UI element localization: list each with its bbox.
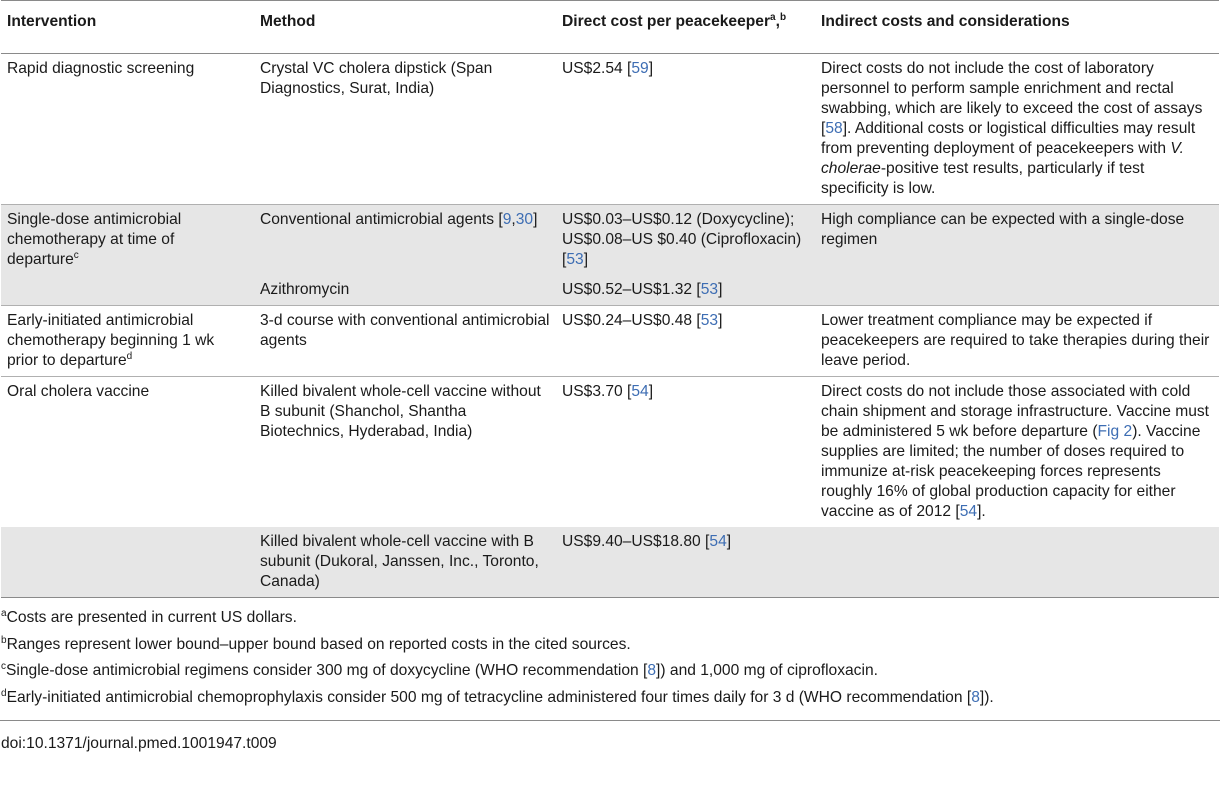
reference-link[interactable]: 59 xyxy=(631,60,649,77)
table-row xyxy=(1,377,1219,528)
reference-link[interactable]: 54 xyxy=(959,503,978,520)
table-body xyxy=(1,54,1219,598)
cell-method xyxy=(254,205,556,276)
header-intervention: Intervention xyxy=(1,1,254,54)
cell-indirect: Lower treatment compliance may be expected if peacekeepers are required to take therapies during their leave period. xyxy=(815,306,1219,377)
table-row xyxy=(1,527,1219,598)
footnote-marker: b xyxy=(1,634,7,646)
indirect-text: Direct costs do not include the cost of laboratory personnel to perform sample enrichment and rectal swabbing, which are likely to exceed the cost of assays [ xyxy=(821,60,1203,137)
footnote-text: Early-initiated antimicrobial chemoprophylaxis consider 500 mg of tetracycline administered four times daily for 3 d (WHO recommendation [ xyxy=(6,688,972,706)
method-sep: , xyxy=(511,211,516,228)
reference-link[interactable]: 58 xyxy=(825,120,843,137)
header-cost xyxy=(556,1,815,54)
cell-indirect xyxy=(815,54,1219,205)
header-cost-sup-b: b xyxy=(779,11,787,23)
header-cost-sep: , xyxy=(775,13,780,30)
cost-text: US$0.52–US$1.32 [ xyxy=(562,281,701,298)
cell-method: Killed bivalent whole-cell vaccine with B subunit (Dukoral, Janssen, Inc., Toronto, Canada) xyxy=(254,527,556,598)
cost-text: US$9.40–US$18.80 [ xyxy=(562,533,710,550)
cost-end: ] xyxy=(648,60,654,77)
cell-indirect xyxy=(815,527,1219,598)
footnote-text: ]). xyxy=(979,688,994,706)
cell-indirect xyxy=(815,275,1219,306)
cost-end: ] xyxy=(718,312,723,329)
cost-text: US$3.70 [ xyxy=(562,383,632,400)
cell-method: 3-d course with conventional antimicrobial agents xyxy=(254,306,556,377)
cell-intervention xyxy=(1,205,254,276)
cost-end: ] xyxy=(718,281,723,298)
indirect-text: ]. xyxy=(977,503,986,520)
footnote-text: Single-dose antimicrobial regimens consider 300 mg of doxycycline (WHO recommendation [ xyxy=(6,662,648,679)
intervention-text: Early-initiated antimicrobial chemotherapy beginning 1 wk prior to departure xyxy=(7,312,215,369)
reference-link[interactable]: 9 xyxy=(502,211,512,228)
cell-cost xyxy=(556,306,815,377)
footnote-marker: c xyxy=(1,660,6,672)
reference-link[interactable]: 53 xyxy=(566,251,584,268)
header-row xyxy=(1,1,1219,54)
footnote-d xyxy=(1,688,1220,708)
cost-end: ] xyxy=(648,383,654,400)
cell-indirect xyxy=(815,377,1219,528)
method-text: Conventional antimicrobial agents [ xyxy=(260,211,503,228)
cell-indirect: High compliance can be expected with a single-dose regimen xyxy=(815,205,1219,276)
header-cost-label: Direct cost per peacekeeper xyxy=(562,13,771,30)
cost-text: US$0.03–US$0.12 (Doxycycline); US$0.08–US $0.40 (Ciprofloxacin) [ xyxy=(562,211,802,268)
cell-cost xyxy=(556,377,815,528)
reference-link[interactable]: 8 xyxy=(971,688,980,706)
reference-link[interactable]: 53 xyxy=(700,312,719,329)
indirect-text: ). Vaccine supplies are limited; the number of doses required to immunize at-risk peacekeeping forces represents roughly 16% of global production capacity for either vaccine as of 2012 [ xyxy=(821,423,1201,520)
footnote-marker: d xyxy=(126,350,133,362)
indirect-text: Direct costs do not include those associated with cold chain shipment and storage infrastructure. Vaccine must be administered 5 wk before departure ( xyxy=(821,383,1210,440)
indirect-text: -positive test results, particularly if test specificity is low. xyxy=(821,160,1145,197)
footnote-b xyxy=(1,635,1220,655)
cell-cost xyxy=(556,275,815,306)
intervention-text: Single-dose antimicrobial chemotherapy at time of departure xyxy=(7,211,182,268)
footnote-c xyxy=(1,661,1220,681)
header-cost-sup-a: a xyxy=(770,11,776,23)
cell-method: Azithromycin xyxy=(254,275,556,306)
header-indirect: Indirect costs and considerations xyxy=(815,1,1219,54)
footnotes xyxy=(0,608,1220,708)
cost-end: ] xyxy=(583,251,589,268)
table-row xyxy=(1,306,1219,377)
cost-text: US$0.24–US$0.48 [ xyxy=(562,312,701,329)
footnote-marker: a xyxy=(1,607,7,619)
footnote-marker: d xyxy=(1,687,7,699)
cell-cost xyxy=(556,527,815,598)
cell-intervention: Rapid diagnostic screening xyxy=(1,54,254,205)
cost-table xyxy=(1,0,1219,598)
header-method: Method xyxy=(254,1,556,54)
reference-link[interactable]: 8 xyxy=(647,662,657,679)
figure-link[interactable]: Fig 2 xyxy=(1097,423,1133,440)
cell-intervention xyxy=(1,306,254,377)
reference-link[interactable]: 54 xyxy=(631,383,649,400)
reference-link[interactable]: 30 xyxy=(515,211,534,228)
cell-cost xyxy=(556,54,815,205)
reference-link[interactable]: 53 xyxy=(700,281,719,298)
cell-cost xyxy=(556,205,815,276)
table-row xyxy=(1,275,1219,306)
cost-text: US$2.54 [ xyxy=(562,60,632,77)
cost-end: ] xyxy=(726,533,732,550)
reference-link[interactable]: 54 xyxy=(709,533,727,550)
cell-method: Crystal VC cholera dipstick (Span Diagnostics, Surat, India) xyxy=(254,54,556,205)
footnote-text: Ranges represent lower bound–upper bound based on reported costs in the cited sources. xyxy=(6,635,631,653)
table-header xyxy=(1,1,1219,54)
doi-line: doi:10.1371/journal.pmed.1001947.t009 xyxy=(0,720,1220,754)
cell-intervention xyxy=(1,275,254,306)
table-row xyxy=(1,54,1219,205)
footnote-a xyxy=(1,608,1220,628)
footnote-marker: c xyxy=(73,249,79,261)
footnote-text: Costs are presented in current US dollars. xyxy=(6,609,297,626)
table-row xyxy=(1,205,1219,276)
species-name: V. cholerae xyxy=(821,140,1184,177)
cell-intervention xyxy=(1,527,254,598)
method-end: ] xyxy=(533,211,538,228)
indirect-text: ]. Additional costs or logistical difficulties may result from preventing deployment of peacekeepers with xyxy=(821,120,1196,157)
cell-intervention: Oral cholera vaccine xyxy=(7,383,150,400)
cell-method: Killed bivalent whole-cell vaccine without B subunit (Shanchol, Shantha Biotechnics, Hyderabad, India) xyxy=(260,383,541,440)
footnote-text: ]) and 1,000 mg of ciprofloxacin. xyxy=(656,662,878,679)
